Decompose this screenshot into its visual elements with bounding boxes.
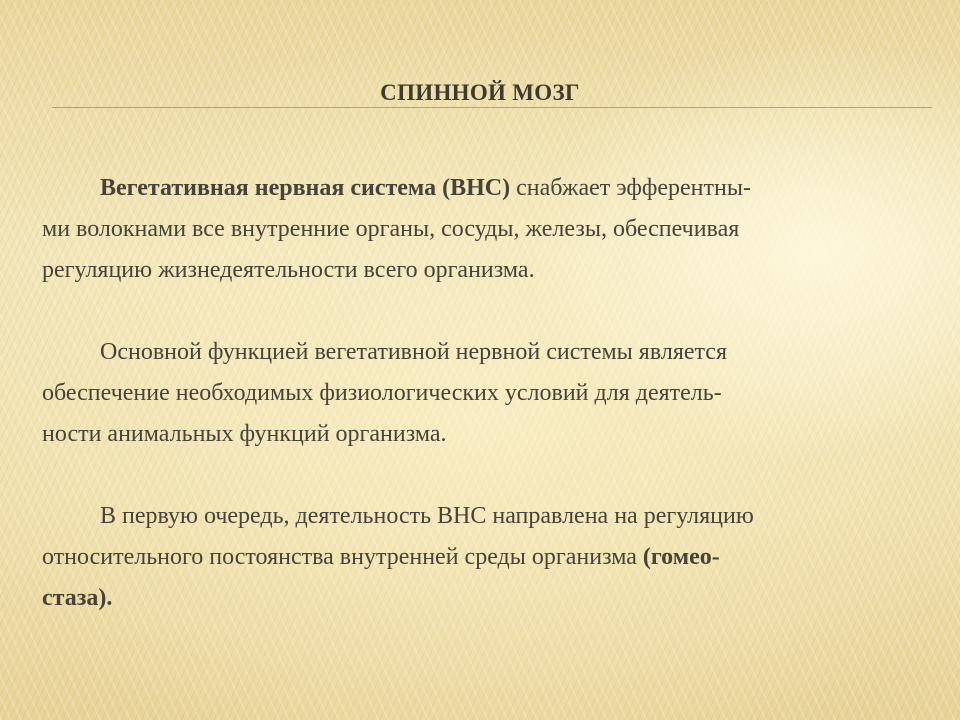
text-line: [42, 168, 922, 209]
text-line: обеспечение необходимых физиологических условий для деятель-: [42, 380, 722, 406]
text-line: Основной функцией вегетативной нервной системы является: [100, 339, 727, 365]
text-line: [42, 537, 922, 578]
paragraph-homeostasis: [42, 496, 922, 619]
text-line: ности анимальных функций организма.: [42, 421, 447, 447]
paragraph-ans-function: [42, 332, 922, 455]
text-run: относительного постоянства внутренней среды организма: [42, 544, 643, 570]
text-run: снабжает эфферентны-: [510, 175, 751, 201]
text-line: [42, 578, 922, 619]
bold-term: стаза).: [42, 585, 113, 611]
bold-term: (гомео-: [642, 544, 720, 570]
title-divider: [52, 107, 932, 108]
slide-title: СПИННОЙ МОЗГ: [380, 80, 580, 105]
bold-term: Вегетативная нервная система (ВНС): [100, 175, 511, 201]
slide-body: [42, 168, 922, 619]
paragraph-ans-definition: [42, 168, 922, 291]
text-line: ми волокнами все внутренние органы, сосуды, железы, обеспечивая: [42, 216, 740, 242]
text-line: регуляцию жизнедеятельности всего организма.: [42, 257, 535, 283]
text-line: В первую очередь, деятельность ВНС направлена на регуляцию: [100, 503, 754, 529]
